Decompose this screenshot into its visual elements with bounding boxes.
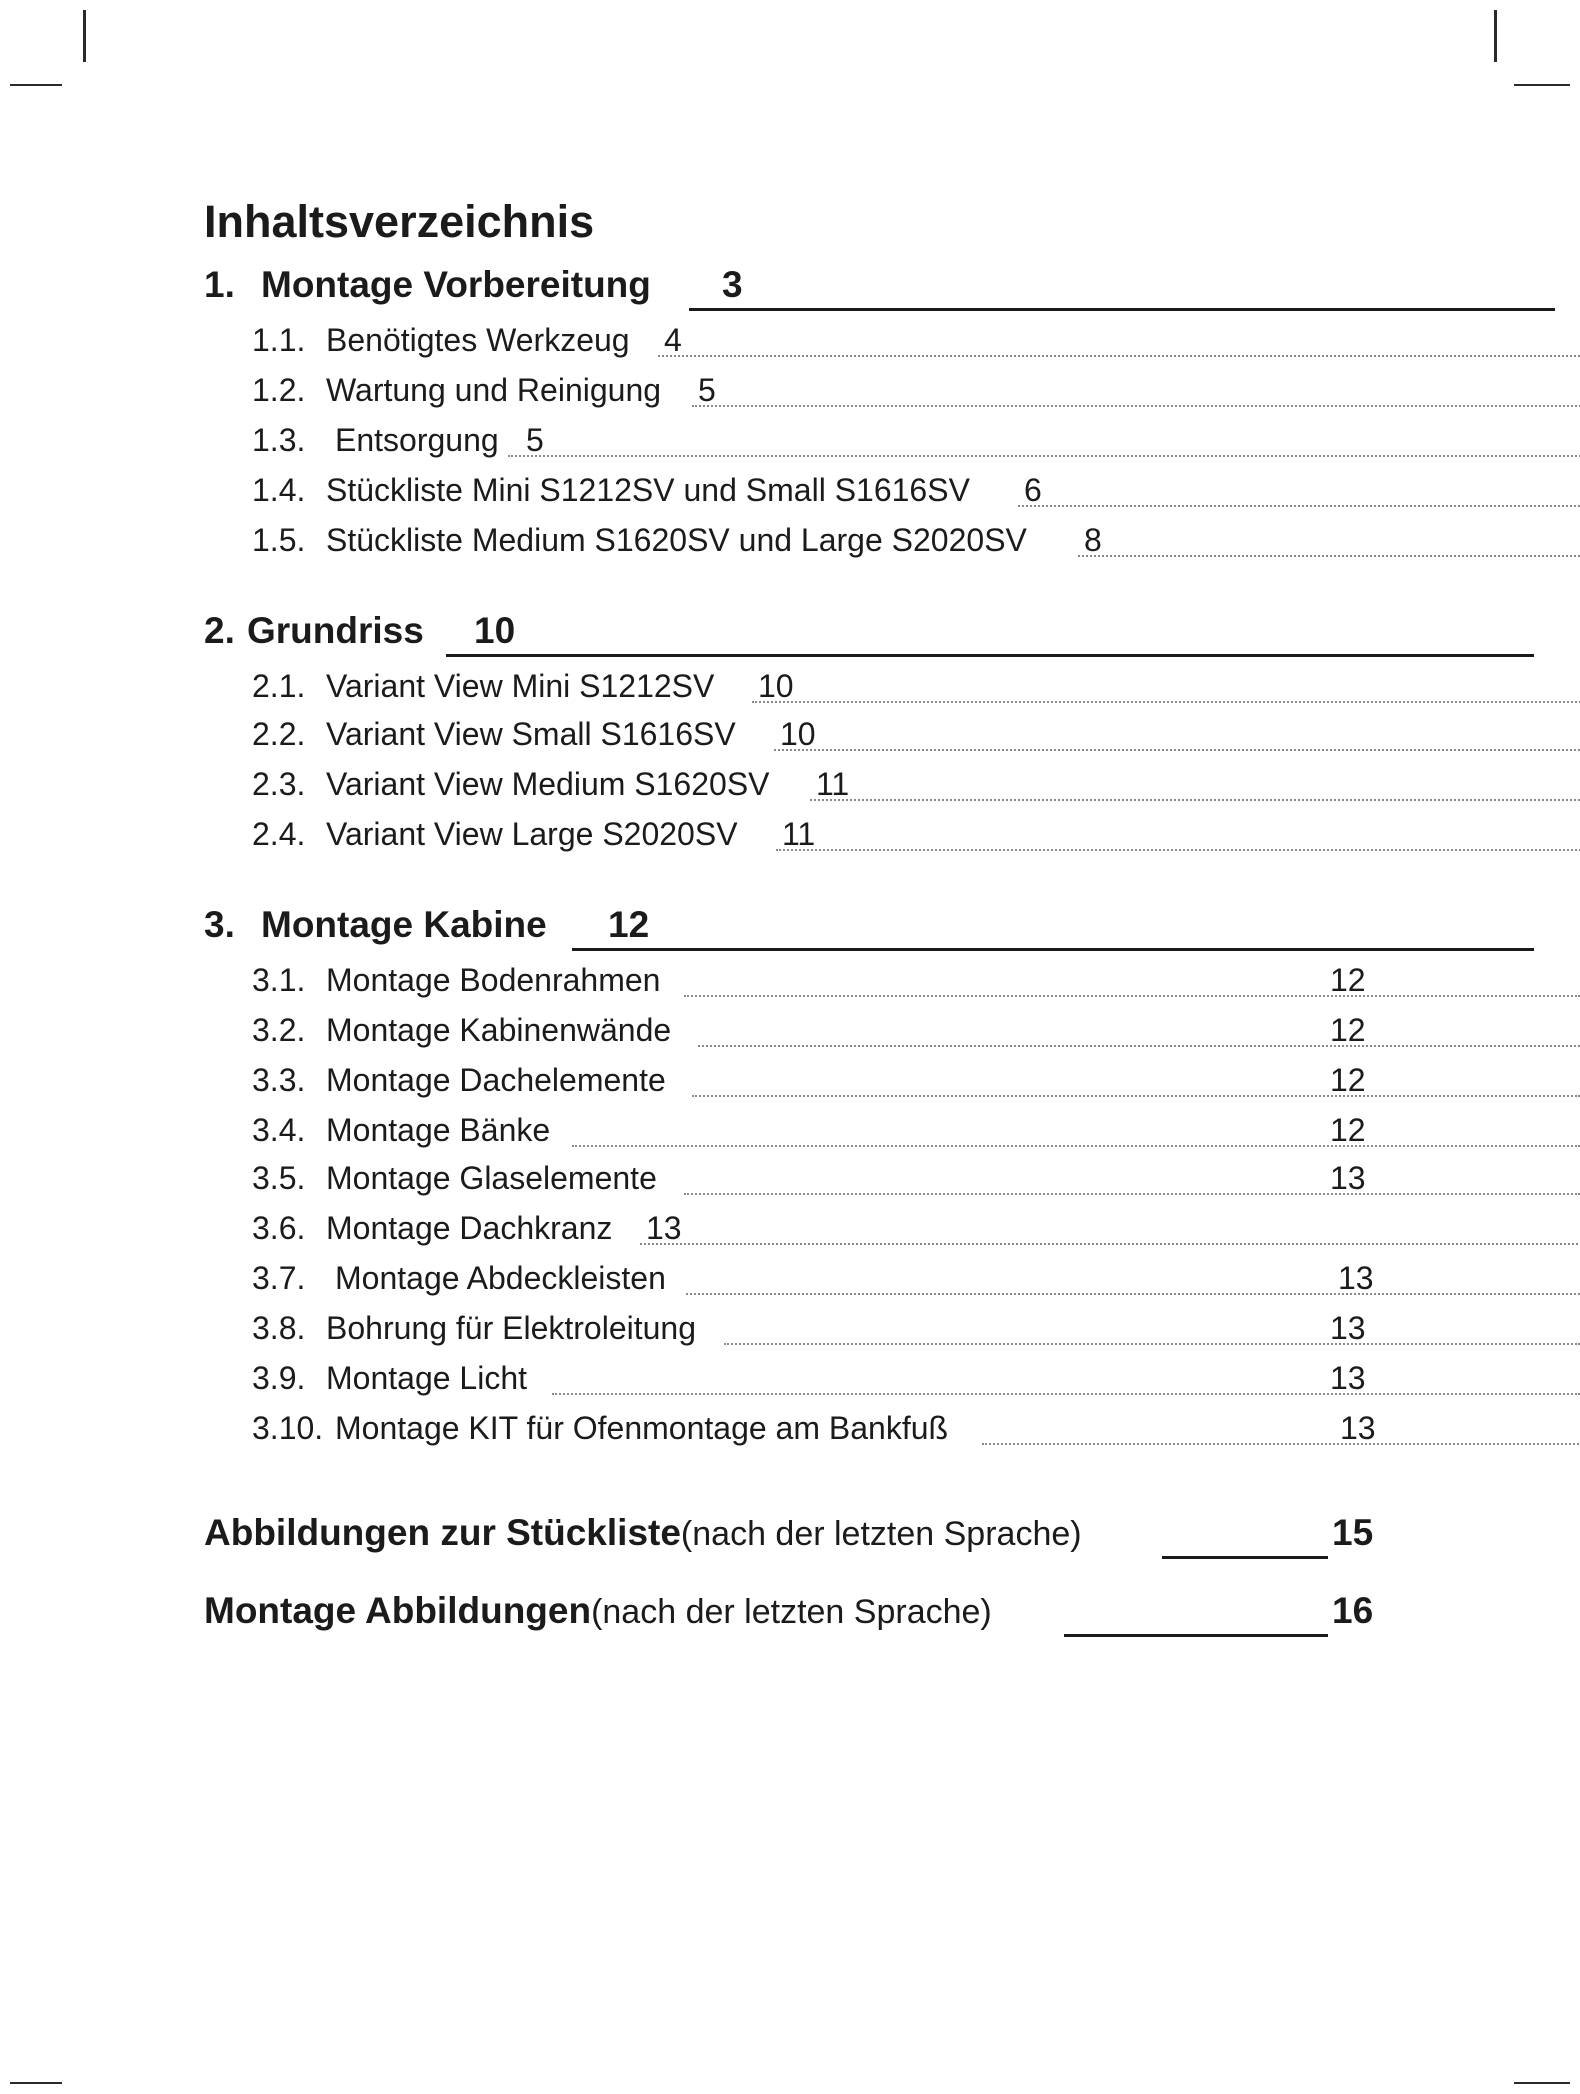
leader-dots	[684, 1193, 1580, 1195]
leader-dots	[774, 749, 1580, 751]
item-label: Montage Dachelemente	[326, 1062, 666, 1098]
item-number: 1.1.	[252, 322, 306, 358]
item-page: 13	[1340, 1410, 1376, 1446]
leader-dots	[552, 1393, 1580, 1395]
section-number: 3.	[204, 904, 235, 945]
item-label: Montage Licht	[326, 1360, 528, 1396]
leader-dots	[684, 995, 1580, 997]
item-page: 12	[1330, 1012, 1366, 1048]
item-page: 11	[816, 766, 850, 802]
extra-bold-label: Abbildungen zur Stückliste	[204, 1512, 681, 1553]
crop-mark-top-left-h	[10, 84, 62, 86]
leader-dots	[982, 1443, 1580, 1445]
item-label: Montage Glaselemente	[326, 1160, 657, 1196]
item-number: 3.7.	[252, 1260, 306, 1296]
leader-dots	[508, 455, 1580, 457]
crop-mark-bottom-left	[10, 2082, 62, 2084]
leader-dots	[776, 849, 1580, 851]
item-page: 12	[1330, 1062, 1366, 1098]
item-number: 3.4.	[252, 1112, 306, 1148]
leader-dots	[724, 1343, 1580, 1345]
toc-section-3[interactable]	[204, 904, 1354, 952]
item-label: Variant View Mini S1212SV	[326, 668, 715, 704]
item-number: 3.6.	[252, 1210, 306, 1246]
leader-dots	[692, 1095, 1580, 1097]
leader-dots	[698, 1045, 1580, 1047]
item-page: 13	[1330, 1310, 1366, 1346]
section-rule	[446, 654, 1534, 657]
item-label: Wartung und Reinigung	[326, 372, 662, 408]
item-number: 3.1.	[252, 962, 306, 998]
item-page: 13	[1338, 1260, 1374, 1296]
leader-dots	[1018, 505, 1580, 507]
page-title: Inhaltsverzeichnis	[204, 196, 595, 247]
item-number: 1.2.	[252, 372, 306, 408]
section-label: Montage Kabine	[261, 904, 547, 945]
item-number: 2.1.	[252, 668, 306, 704]
item-number: 2.3.	[252, 766, 306, 802]
item-number: 1.3.	[252, 422, 306, 458]
section-number: 2.	[204, 610, 235, 651]
item-page: 12	[1330, 1112, 1366, 1148]
item-label: Montage Kabinenwände	[326, 1012, 672, 1048]
toc-extra-montage[interactable]	[204, 1590, 1380, 1638]
leader-dots	[810, 799, 1580, 801]
crop-mark-bottom-right	[1514, 2082, 1570, 2084]
item-label: Stückliste Medium S1620SV und Large S2020SV	[326, 522, 1027, 558]
item-number: 2.4.	[252, 816, 306, 852]
item-label: Variant View Large S2020SV	[326, 816, 738, 852]
leader-dots	[572, 1145, 1580, 1147]
crop-mark-top-left	[83, 10, 86, 62]
leader-dots	[1078, 555, 1580, 557]
item-page: 13	[1330, 1360, 1366, 1396]
item-page: 11	[782, 816, 816, 852]
item-label: Montage Abdeckleisten	[335, 1260, 666, 1296]
leader-dots	[658, 355, 1580, 357]
item-page: 5	[698, 372, 716, 408]
section-label: Grundriss	[247, 610, 424, 651]
item-label: Montage Dachkranz	[326, 1210, 613, 1246]
leader-dots	[640, 1243, 1580, 1245]
leader-dots	[686, 1293, 1580, 1295]
item-page: 6	[1024, 472, 1042, 508]
section-page: 3	[722, 264, 743, 305]
item-label: Bohrung für Elektroleitung	[326, 1310, 696, 1346]
item-label: Montage Bänke	[326, 1112, 551, 1148]
toc-section-1[interactable]	[204, 264, 1354, 312]
item-label: Variant View Medium S1620SV	[326, 766, 770, 802]
item-page: 10	[758, 668, 794, 704]
item-page: 13	[1330, 1160, 1366, 1196]
item-number: 1.5.	[252, 522, 306, 558]
crop-mark-top-right	[1494, 10, 1497, 62]
item-label: Entsorgung	[335, 422, 499, 458]
crop-mark-top-right-h	[1514, 84, 1570, 86]
section-page: 12	[608, 904, 650, 945]
extra-rule	[1162, 1556, 1328, 1559]
toc-section-2[interactable]	[204, 610, 1354, 658]
item-page: 10	[780, 716, 816, 752]
item-number: 3.3.	[252, 1062, 306, 1098]
item-label: Montage Bodenrahmen	[326, 962, 661, 998]
extra-bold-label: Montage Abbildungen	[204, 1590, 592, 1631]
item-page: 5	[526, 422, 544, 458]
item-number: 2.2.	[252, 716, 306, 752]
extra-note: (nach der letzten Sprache)	[680, 1515, 1082, 1553]
section-rule	[689, 308, 1555, 311]
leader-dots	[692, 405, 1580, 407]
section-label: Montage Vorbereitung	[261, 264, 651, 305]
item-number: 3.10.	[252, 1410, 324, 1446]
section-page: 10	[474, 610, 516, 651]
item-label: Benötigtes Werkzeug	[326, 322, 630, 358]
item-label: Variant View Small S1616SV	[326, 716, 736, 752]
item-number: 3.9.	[252, 1360, 306, 1396]
toc-extra-stueckliste[interactable]	[204, 1512, 1380, 1560]
item-number: 1.4.	[252, 472, 306, 508]
item-number: 3.8.	[252, 1310, 306, 1346]
extra-page: 15	[1332, 1512, 1374, 1553]
extra-rule	[1064, 1634, 1328, 1637]
leader-dots	[752, 701, 1580, 703]
extra-note: (nach der letzten Sprache)	[591, 1593, 992, 1631]
extra-page: 16	[1332, 1590, 1374, 1631]
item-page: 4	[664, 322, 682, 358]
item-page: 8	[1084, 522, 1102, 558]
item-number: 3.2.	[252, 1012, 306, 1048]
item-label: Montage KIT für Ofenmontage am Bankfuß	[335, 1410, 949, 1446]
item-page: 13	[646, 1210, 682, 1246]
item-label: Stückliste Mini S1212SV und Small S1616SV	[326, 472, 970, 508]
item-page: 12	[1330, 962, 1366, 998]
section-number: 1.	[204, 264, 235, 305]
item-number: 3.5.	[252, 1160, 306, 1196]
section-rule	[572, 948, 1534, 951]
